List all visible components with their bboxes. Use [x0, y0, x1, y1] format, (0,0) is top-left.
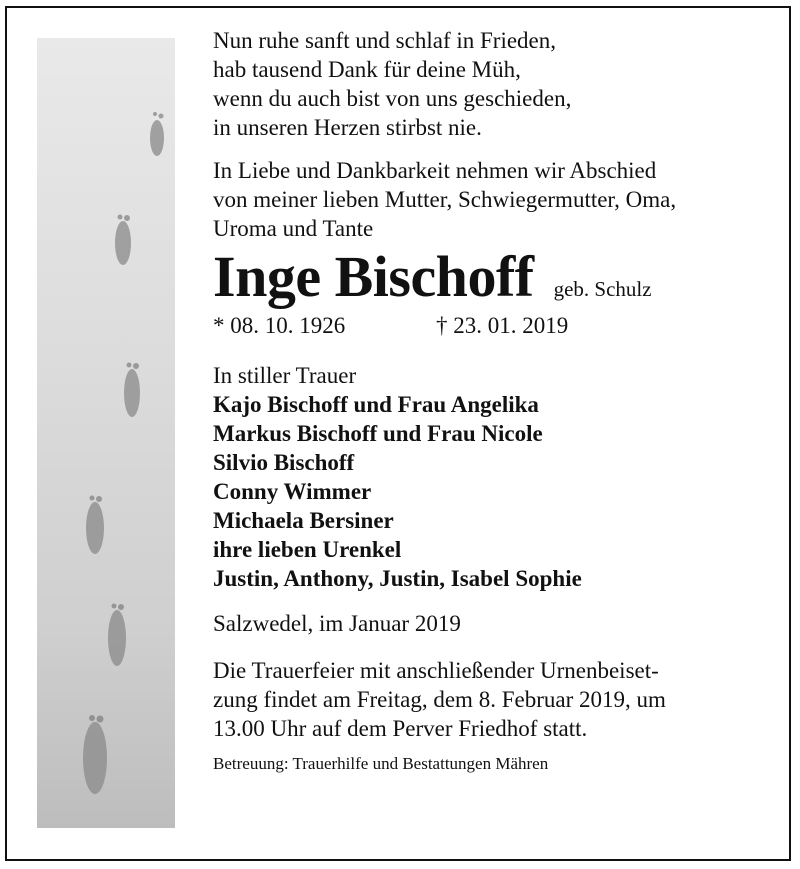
poem-line: in unseren Herzen stirbst nie. [213, 115, 482, 140]
obituary-text [213, 26, 773, 775]
intro-line: von meiner lieben Mutter, Schwiegermutter, Oma, [213, 187, 677, 212]
deceased-name: Inge Bischoff [213, 244, 534, 309]
mourners [213, 361, 773, 593]
ceremony-line: Die Trauerfeier mit anschließender Urnenbeiset- [213, 658, 659, 683]
mourner-name: Conny Wimmer [213, 479, 372, 504]
ceremony-line: 13.00 Uhr auf dem Perver Friedhof statt. [213, 716, 588, 741]
intro-line: In Liebe und Dankbarkeit nehmen wir Abschied [213, 158, 657, 183]
mourner-name: ihre lieben Urenkel [213, 537, 402, 562]
poem-line: hab tausend Dank für deine Müh, [213, 57, 521, 82]
place-date: Salzwedel, im Januar 2019 [213, 611, 461, 636]
funeral-home-credit: Betreuung: Trauerhilfe und Bestattungen Mähren [213, 754, 549, 773]
mourner-name: Michaela Bersiner [213, 508, 394, 533]
ceremony-info [213, 656, 773, 743]
footprints-illustration [37, 38, 175, 828]
mourner-name: Justin, Anthony, Justin, Isabel Sophie [213, 566, 582, 591]
footprints-in-snow-image [37, 38, 175, 828]
maiden-name: geb. Schulz [553, 277, 652, 301]
intro-line: Uroma und Tante [213, 216, 374, 241]
mourner-name: Markus Bischoff und Frau Nicole [213, 421, 543, 446]
mourner-name: Kajo Bischoff und Frau Angelika [213, 392, 539, 417]
intro [213, 156, 773, 243]
mourners-heading: In stiller Trauer [213, 363, 357, 388]
poem [213, 26, 773, 142]
poem-line: Nun ruhe sanft und schlaf in Frieden, [213, 28, 557, 53]
life-dates [213, 311, 773, 341]
mourner-name: Silvio Bischoff [213, 450, 355, 475]
deceased-name-row [213, 245, 773, 309]
ceremony-line: zung findet am Freitag, dem 8. Februar 2019, um [213, 687, 666, 712]
poem-line: wenn du auch bist von uns geschieden, [213, 86, 572, 111]
death-date: † 23. 01. 2019 [436, 313, 569, 338]
birth-date: * 08. 10. 1926 [213, 313, 346, 338]
